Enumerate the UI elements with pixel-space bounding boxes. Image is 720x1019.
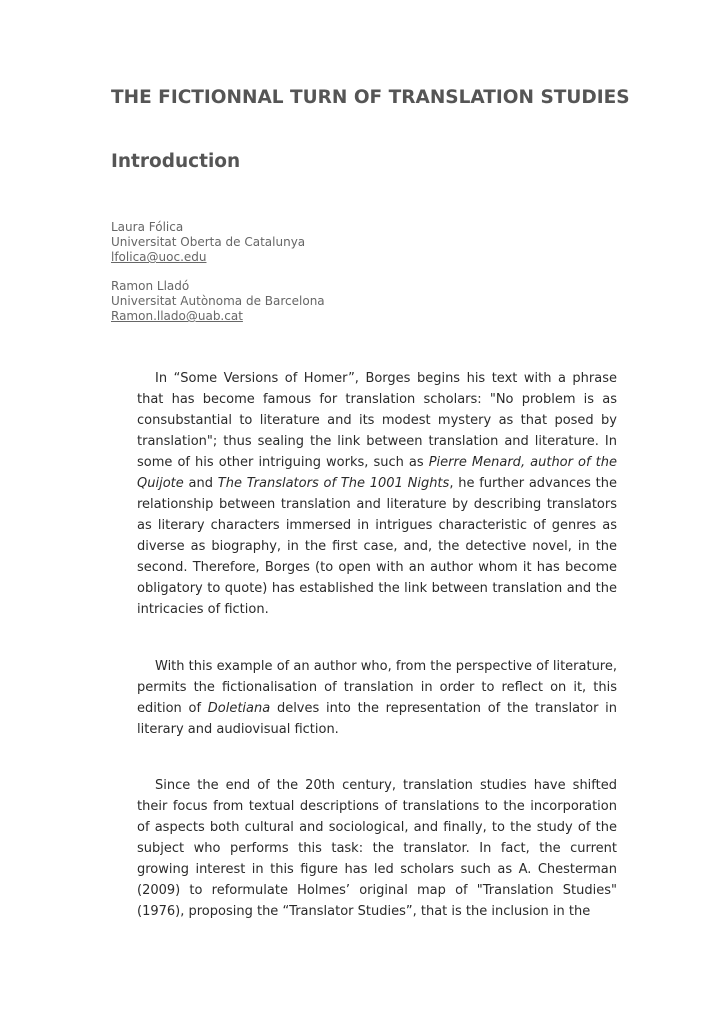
author-block [111, 220, 305, 265]
paragraph-text: In “Some Versions of Homer”, Borges begins his text with a phrase that has become famous for translation scholars: "No problem is as consubstantial to literature and its modest mystery as that posed by translation"; thus sealing the link between translation and literature. In some of his other intriguing works, such as [137, 371, 617, 470]
document-title: THE FICTIONNAL TURN OF TRANSLATION STUDIES [111, 87, 630, 108]
paragraph-text: delves into the representation of the translator in literary and audiovisual fiction. [137, 701, 618, 737]
body-paragraph [137, 656, 617, 740]
section-heading: Introduction [111, 151, 241, 172]
author-block [111, 279, 325, 324]
paragraph-text: , he further advances the relationship between translation and literature by describing translators as literary characters immersed in intrigues characteristic of genres as diverse as biography, in the first case, and, the detective novel, in the second. Therefore, Borges (to open with an author whom it has become obligatory to quote) has established the link between translation and the intricacies of fiction. [137, 476, 617, 617]
author-name: Ramon Lladó [111, 279, 190, 293]
paragraph-text: and [183, 476, 218, 491]
author-affiliation: Universitat Autònoma de Barcelona [111, 294, 325, 308]
paragraph-text: With this example of an author who, from the perspective of literature, permits the fictionalisation of translation in order to reflect on it, this edition of [137, 659, 617, 716]
italic-title: The Translators of The 1001 Nights [217, 476, 450, 491]
italic-title: Doletiana [207, 701, 271, 716]
author-email-link[interactable]: Ramon.llado@uab.cat [111, 309, 243, 323]
paragraph-text: Since the end of the 20th century, translation studies have shifted their focus from textual descriptions of translations to the incorporation of aspects both cultural and sociological, and finally, to the study of the subject who performs this task: the translator. In fact, the current growing interest in this figure has led scholars such as A. Chesterman (2009) to reformulate Holmes’ original map of "Translation Studies" (1976), proposing the “Translator Studies”, that is the inclusion in the [137, 778, 617, 919]
body-paragraph [137, 775, 617, 922]
author-email-link[interactable]: lfolica@uoc.edu [111, 250, 207, 264]
author-affiliation: Universitat Oberta de Catalunya [111, 235, 306, 249]
body-paragraph [137, 368, 617, 620]
author-name: Laura Fólica [111, 220, 184, 234]
italic-title: Pierre Menard, author of the Quijote [137, 455, 617, 491]
